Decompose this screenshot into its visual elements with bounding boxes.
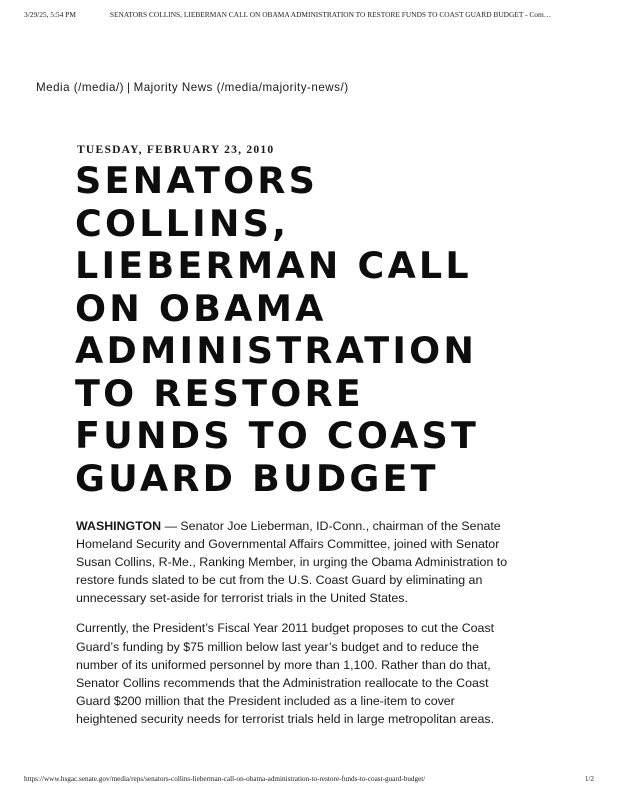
paragraph-line-text: — Senator Joe Lieberman, ID-Conn., chairman of the Senate [161, 519, 501, 533]
paragraph-line: Homeland Security and Governmental Affairs Committee, joined with Senator [76, 537, 500, 552]
print-page-title: SENATORS COLLINS, LIEBERMAN CALL ON OBAMA ADMINISTRATION TO RESTORE FUNDS TO COAST GUARD BUDGET - Com… [109, 10, 552, 19]
headline-line: ON OBAMA [75, 286, 327, 330]
breadcrumb-link-majority-news[interactable]: Majority News (/media/majority-news/) [133, 81, 349, 94]
headline-line: ADMINISTRATION [75, 329, 478, 372]
article-date: TUESDAY, FEBRUARY 23, 2010 [77, 143, 275, 156]
paragraph-line: Guard’s funding by $75 million below last year’s budget and to reduce the [76, 639, 479, 654]
headline-line: SENATORS [75, 159, 319, 202]
print-timestamp: 3/29/25, 5:54 PM [24, 10, 76, 19]
paragraph-line: Senator Collins recommends that the Administration reallocate to the Coast [76, 675, 489, 690]
paragraph-line: heightened security needs for terrorist trials held in large metropolitan areas. [76, 711, 495, 726]
headline-line: FUNDS TO COAST [75, 414, 480, 457]
article-headline [75, 160, 575, 500]
breadcrumb [36, 81, 349, 94]
print-header [24, 10, 604, 19]
paragraph-line: Susan Collins, R-Me., Ranking Member, in urging the Obama Administration to [76, 555, 508, 570]
headline-line: GUARD BUDGET [75, 456, 439, 500]
paragraph-line: unnecessary set-aside for terrorist trials in the United States. [76, 591, 408, 606]
breadcrumb-link-media[interactable]: Media (/media/) [36, 81, 125, 94]
print-url: https://www.hsgac.senate.gov/media/reps/senators-collins-lieberman-call-on-obama-administration-to-restore-funds-to-coast-guard-budget/ [24, 775, 426, 783]
paragraph-line: number of its uniformed personnel by more than 1,100. Rather than do that, [76, 657, 491, 672]
article-paragraph-2 [76, 619, 554, 728]
paragraph-line: Guard $200 million that the President included as a line-item to cover [76, 693, 455, 708]
headline-line: COLLINS, [75, 201, 290, 245]
article-dateline: WASHINGTON [76, 519, 162, 533]
headline-line: LIEBERMAN CALL [75, 244, 472, 287]
paragraph-line: restore funds slated to be cut from the U.S. Coast Guard by eliminating an [76, 573, 483, 588]
page-number: 1/2 [584, 775, 594, 783]
headline-line: TO RESTORE [75, 371, 364, 415]
article-body [76, 517, 554, 740]
paragraph-line: Currently, the President’s Fiscal Year 2011 budget proposes to cut the Coast [76, 621, 495, 636]
paragraph-line [76, 517, 554, 535]
print-footer [24, 775, 594, 783]
breadcrumb-separator: | [127, 81, 131, 94]
article-paragraph-1 [76, 517, 554, 607]
